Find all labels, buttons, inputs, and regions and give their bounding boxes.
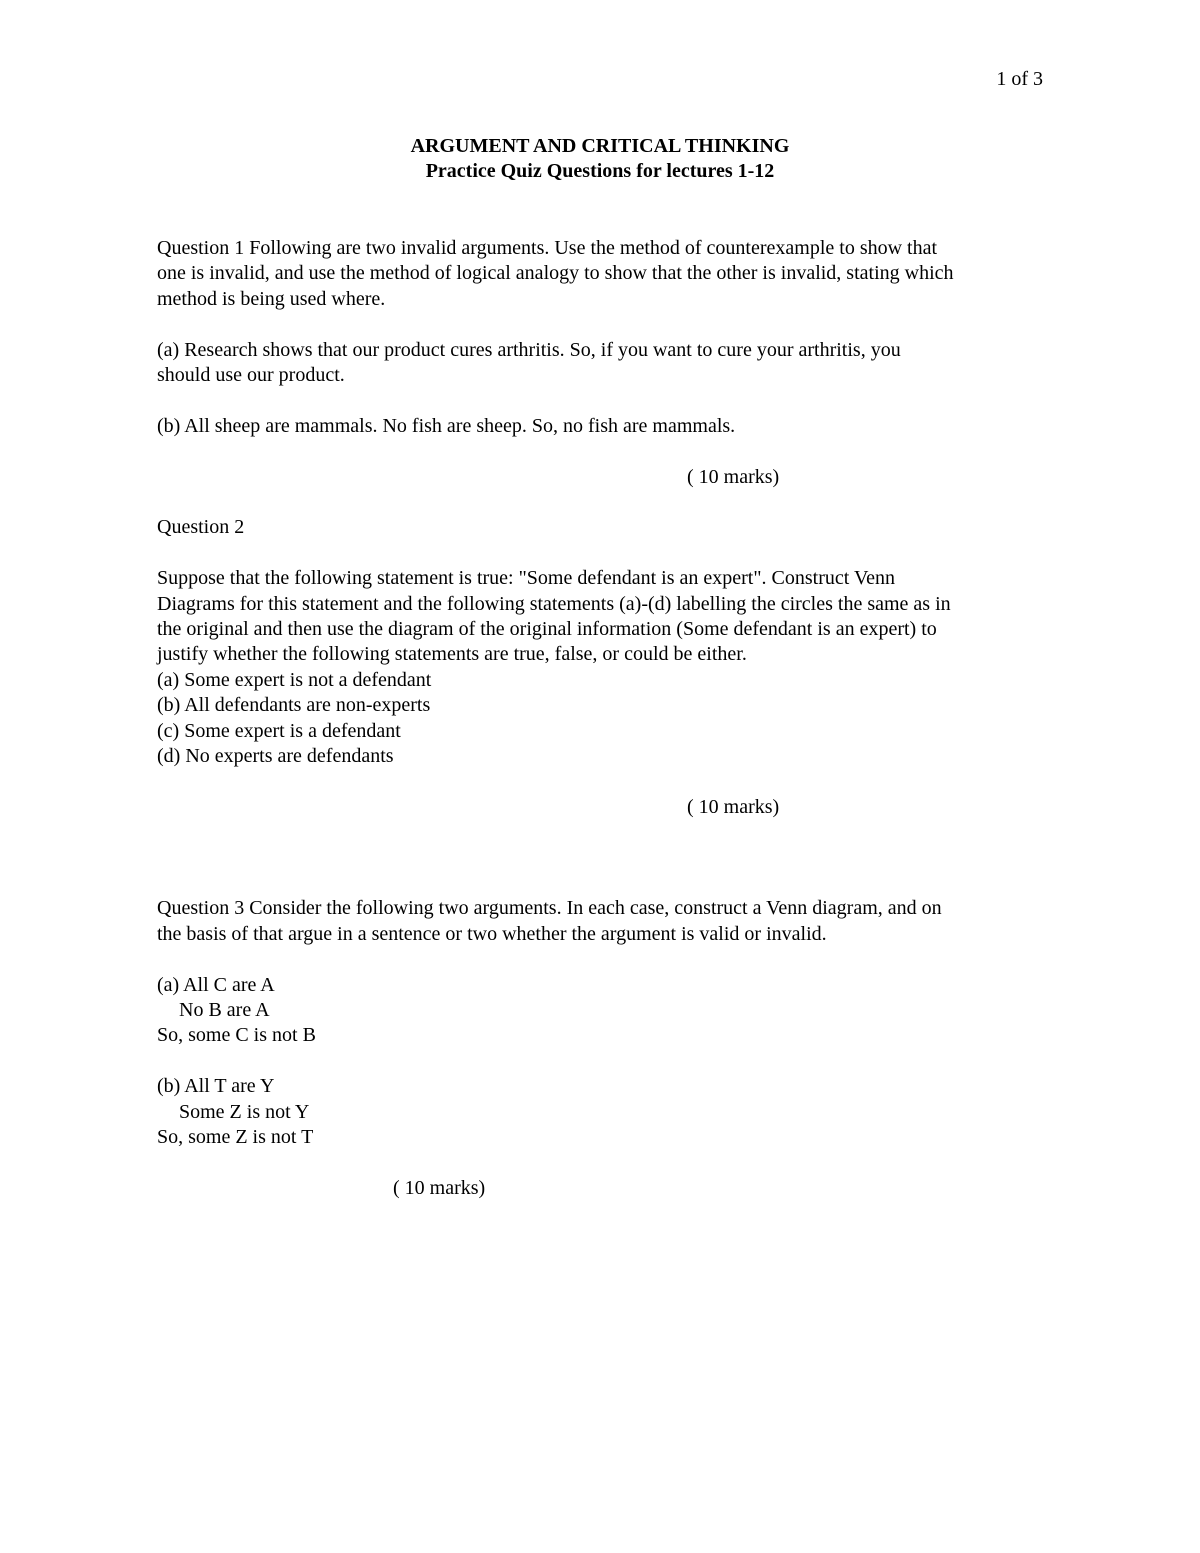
question-1-intro [157,236,1047,312]
question-2-item: (d) No experts are defendants [157,745,394,768]
question-2-items [157,668,1047,770]
question-1-part-b [157,414,1047,439]
question-1-part-a-line: (a) Research shows that our product cures arthritis. So, if you want to cure your arthritis, you [157,338,901,361]
argument-b-premise-1: (b) All T are Y [157,1075,275,1098]
argument-a-conclusion: So, some C is not B [157,1024,316,1047]
question-2 [157,515,1047,820]
question-1-marks: ( 10 marks) [687,465,780,488]
question-2-intro-line: justify whether the following statements are true, false, or could be either. [157,643,747,666]
question-1-part-a-line: should use our product. [157,364,345,387]
question-1-intro-line: one is invalid, and use the method of logical analogy to show that the other is invalid, stating which [157,262,954,285]
question-2-intro-line: Suppose that the following statement is true: "Some defendant is an expert". Construct Venn [157,567,896,590]
question-2-intro-line: the original and then use the diagram of the original information (Some defendant is an expert) to [157,618,937,641]
question-3-argument-a [157,973,1047,1049]
title-block [0,134,1200,185]
question-2-marks: ( 10 marks) [687,795,780,818]
question-3-intro-line: the basis of that argue in a sentence or two whether the argument is valid or invalid. [157,922,827,945]
question-1-part-a [157,338,1047,389]
question-3-argument-b [157,1074,1047,1150]
question-1-intro-line: method is being used where. [157,287,386,310]
argument-b-premise-2: Some Z is not Y [179,1100,310,1123]
document-body [157,236,1047,1201]
question-2-item: (c) Some expert is a defendant [157,719,401,742]
question-3-intro [157,896,1047,947]
question-1 [157,236,1047,490]
page-number: 1 of 3 [996,68,1043,90]
argument-a-premise-1: (a) All C are A [157,973,275,996]
document-title: ARGUMENT AND CRITICAL THINKING [410,135,790,157]
question-2-item: (b) All defendants are non-experts [157,694,431,717]
question-2-heading: Question 2 [157,516,245,539]
question-3 [157,896,1047,1201]
question-1-part-b-text: (b) All sheep are mammals. No fish are sheep. So, no fish are mammals. [157,414,736,437]
question-1-intro-line: Question 1 Following are two invalid arguments. Use the method of counterexample to show that [157,237,938,259]
question-2-item: (a) Some expert is not a defendant [157,668,432,691]
question-2-intro-line: Diagrams for this statement and the following statements (a)-(d) labelling the circles the same as in [157,592,951,615]
question-3-intro-line: Question 3 Consider the following two arguments. In each case, construct a Venn diagram, and on [157,897,942,920]
question-3-marks: ( 10 marks) [393,1176,486,1199]
argument-a-premise-2: No B are A [179,999,270,1022]
argument-b-conclusion: So, some Z is not T [157,1126,314,1149]
document-subtitle: Practice Quiz Questions for lectures 1-12 [425,160,775,183]
question-2-intro [157,566,1047,668]
